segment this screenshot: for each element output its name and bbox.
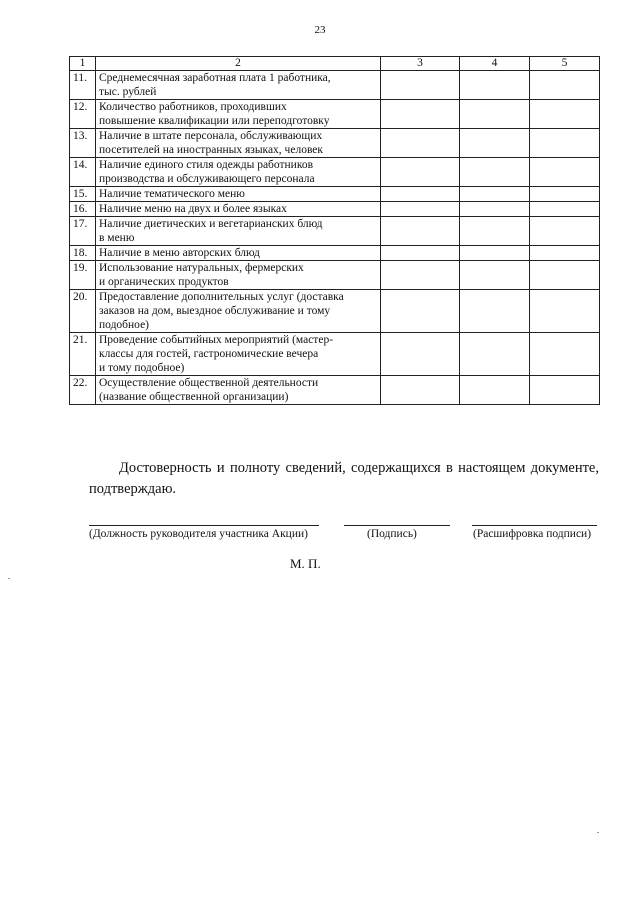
criterion-text-line: в меню	[99, 232, 135, 244]
criterion-name	[96, 246, 381, 261]
name-caption: (Расшифровка подписи)	[473, 528, 592, 540]
value-cell-5[interactable]	[530, 158, 600, 187]
column-header-3: 3	[381, 57, 460, 71]
criterion-text-line: Наличие тематического меню	[99, 188, 245, 200]
row-number: 21.	[70, 333, 96, 376]
criterion-text-line: (название общественной организации)	[99, 391, 289, 403]
criterion-name	[96, 187, 381, 202]
value-cell-3[interactable]	[381, 290, 460, 333]
table-row	[70, 158, 600, 187]
table-row	[70, 261, 600, 290]
criterion-name	[96, 261, 381, 290]
row-number: 14.	[70, 158, 96, 187]
criterion-name	[96, 202, 381, 217]
criterion-text-line: заказов на дом, выездное обслуживание и тому	[99, 305, 331, 317]
value-cell-4[interactable]	[460, 261, 530, 290]
name-signature-line	[472, 525, 597, 526]
criterion-name	[96, 217, 381, 246]
criterion-text-line: Использование натуральных, фермерских	[99, 262, 304, 274]
criterion-text-line: посетителей на иностранных языках, человек	[99, 144, 323, 156]
criterion-text-line: Наличие диетических и вегетарианских блюд	[99, 218, 323, 230]
criterion-text-line: Наличие меню на двух и более языках	[99, 203, 287, 215]
value-cell-3[interactable]	[381, 333, 460, 376]
stamp-label: М. П.	[290, 556, 321, 571]
table-row	[70, 376, 600, 405]
criterion-text-line: Предоставление дополнительных услуг (доставка	[99, 291, 344, 303]
table-row	[70, 100, 600, 129]
column-header-5: 5	[530, 57, 600, 71]
value-cell-5[interactable]	[530, 217, 600, 246]
value-cell-4[interactable]	[460, 158, 530, 187]
criterion-text-line: Наличие в меню авторских блюд	[99, 247, 260, 259]
criterion-text-line: Проведение событийных мероприятий (мастер-	[99, 334, 334, 346]
value-cell-5[interactable]	[530, 202, 600, 217]
value-cell-3[interactable]	[381, 261, 460, 290]
row-number: 19.	[70, 261, 96, 290]
criterion-text-line: и тому подобное)	[99, 362, 185, 374]
value-cell-3[interactable]	[381, 246, 460, 261]
criterion-name	[96, 158, 381, 187]
value-cell-4[interactable]	[460, 71, 530, 100]
criterion-text-line: тыс. рублей	[99, 86, 157, 98]
table-row	[70, 202, 600, 217]
value-cell-4[interactable]	[460, 217, 530, 246]
table-row	[70, 129, 600, 158]
column-header-2: 2	[96, 57, 381, 71]
value-cell-4[interactable]	[460, 333, 530, 376]
value-cell-4[interactable]	[460, 246, 530, 261]
scan-speck	[597, 832, 599, 833]
criteria-table	[69, 56, 600, 405]
value-cell-5[interactable]	[530, 129, 600, 158]
criterion-text-line: повышение квалификации или переподготовку	[99, 115, 330, 127]
criterion-text-line: Наличие в штате персонала, обслуживающих	[99, 130, 323, 142]
row-number: 18.	[70, 246, 96, 261]
value-cell-3[interactable]	[381, 71, 460, 100]
criterion-name	[96, 290, 381, 333]
value-cell-3[interactable]	[381, 202, 460, 217]
criterion-name	[96, 376, 381, 405]
signature-caption: (Подпись)	[367, 528, 417, 540]
column-header-1: 1	[70, 57, 96, 71]
value-cell-4[interactable]	[460, 290, 530, 333]
criterion-text-line: Наличие единого стиля одежды работников	[99, 159, 314, 171]
criterion-text-line: подобное)	[99, 319, 150, 331]
value-cell-5[interactable]	[530, 261, 600, 290]
position-caption: (Должность руководителя участника Акции)	[89, 528, 308, 540]
scan-speck	[8, 578, 10, 579]
value-cell-3[interactable]	[381, 376, 460, 405]
criterion-text-line: Осуществление общественной деятельности	[99, 377, 319, 389]
value-cell-3[interactable]	[381, 100, 460, 129]
row-number: 16.	[70, 202, 96, 217]
row-number: 20.	[70, 290, 96, 333]
table-body	[70, 71, 600, 405]
value-cell-5[interactable]	[530, 376, 600, 405]
criterion-text-line: Среднемесячная заработная плата 1 работника,	[99, 72, 331, 84]
position-signature-line	[89, 525, 319, 526]
value-cell-4[interactable]	[460, 376, 530, 405]
criterion-text-line: и органических продуктов	[99, 276, 229, 288]
value-cell-3[interactable]	[381, 129, 460, 158]
value-cell-5[interactable]	[530, 100, 600, 129]
value-cell-3[interactable]	[381, 217, 460, 246]
table-row	[70, 217, 600, 246]
table-row	[70, 246, 600, 261]
row-number: 12.	[70, 100, 96, 129]
row-number: 11.	[70, 71, 96, 100]
criterion-name	[96, 333, 381, 376]
value-cell-5[interactable]	[530, 290, 600, 333]
criterion-text-line: Количество работников, проходивших	[99, 101, 287, 113]
page-number: 23	[314, 24, 326, 36]
row-number: 13.	[70, 129, 96, 158]
value-cell-5[interactable]	[530, 187, 600, 202]
column-header-4: 4	[460, 57, 530, 71]
row-number: 15.	[70, 187, 96, 202]
criterion-text-line: классы для гостей, гастрономические вечера	[99, 348, 319, 360]
value-cell-4[interactable]	[460, 129, 530, 158]
confirmation-text: Достоверность и полноту сведений, содержащихся в настоящем документе, подтверждаю.	[89, 460, 599, 497]
table-row	[70, 71, 600, 100]
value-cell-4[interactable]	[460, 100, 530, 129]
row-number: 22.	[70, 376, 96, 405]
value-cell-4[interactable]	[460, 187, 530, 202]
criterion-name	[96, 71, 381, 100]
table-header-row	[70, 57, 600, 71]
value-cell-3[interactable]	[381, 187, 460, 202]
criterion-name	[96, 100, 381, 129]
row-number: 17.	[70, 217, 96, 246]
value-cell-5[interactable]	[530, 333, 600, 376]
value-cell-4[interactable]	[460, 202, 530, 217]
table-row	[70, 333, 600, 376]
table-row	[70, 187, 600, 202]
signature-line	[344, 525, 450, 526]
value-cell-5[interactable]	[530, 246, 600, 261]
criterion-name	[96, 129, 381, 158]
value-cell-5[interactable]	[530, 71, 600, 100]
table-row	[70, 290, 600, 333]
criterion-text-line: производства и обслуживающего персонала	[99, 173, 315, 185]
value-cell-3[interactable]	[381, 158, 460, 187]
